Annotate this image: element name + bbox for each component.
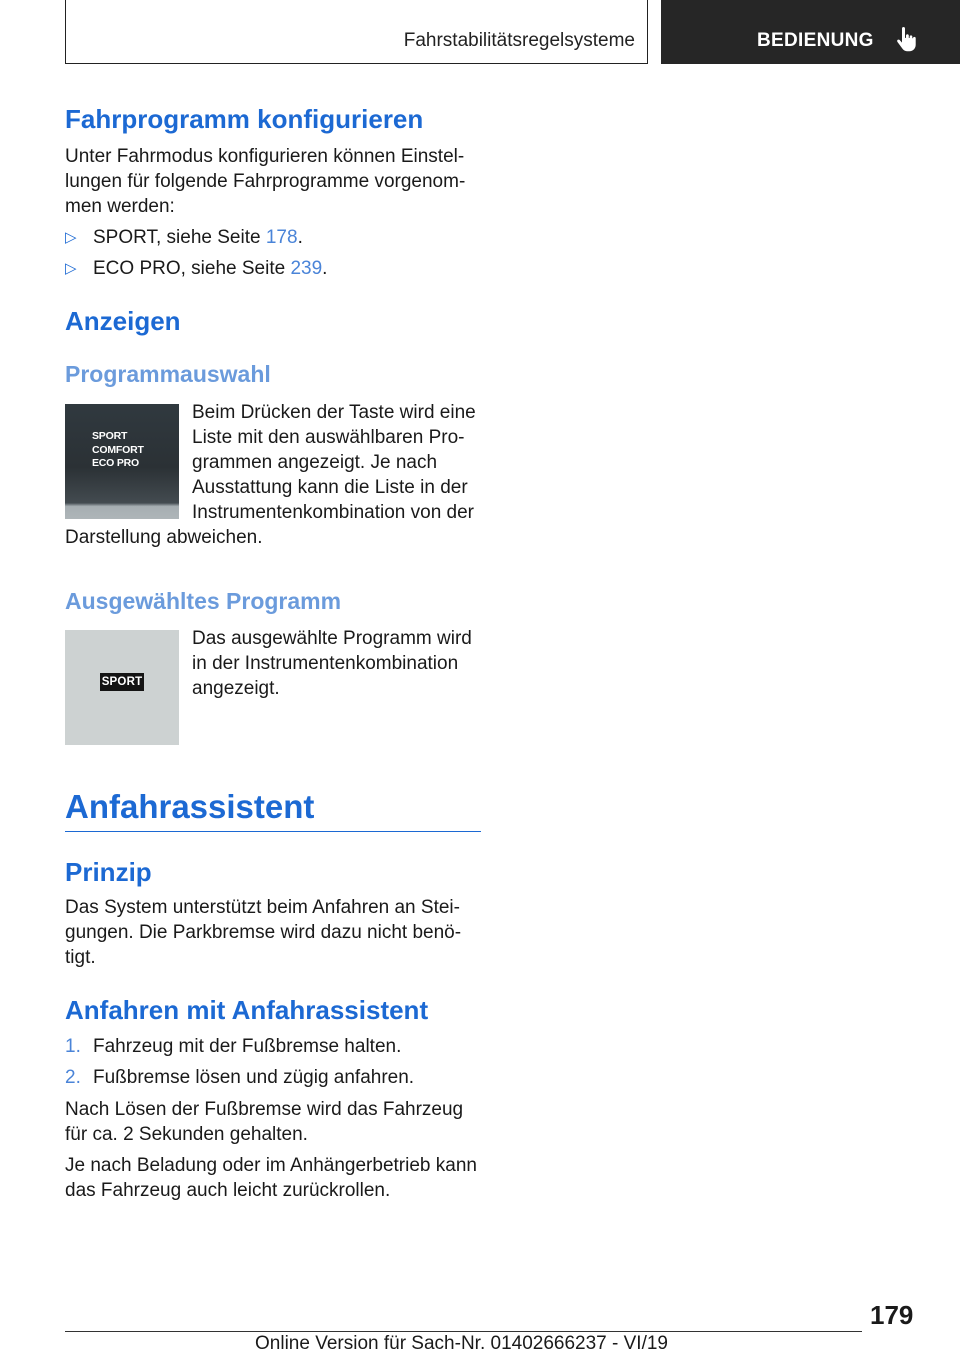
paragraph-line: angezeigt. [192,678,280,699]
header-chapter-title: BEDIENUNG [757,30,874,51]
step-text: Fahrzeug mit der Fußbremse halten. [93,1036,402,1057]
paragraph-line: Darstellung abweichen. [65,527,263,548]
page-link-178[interactable]: 178 [265,227,298,248]
paragraph-line: Das System unterstützt beim Anfahren an Stei‐ [65,897,460,918]
fahrprogramm-intro-line: Unter Fahrmodus konfigurieren können Einstel‐ [65,146,465,167]
prinzip-heading: Prinzip [65,857,152,887]
bullet-triangle-icon: ▷ [65,229,77,246]
fahrprogramm-heading: Fahrprogramm konfigurieren [65,104,424,134]
step-item [65,1034,483,1059]
list-item-sport [65,225,483,250]
paragraph-line: in der Instrumentenkombination [192,653,459,674]
header-section-title: Fahrstabilitätsregelsysteme [403,30,635,51]
heading-underline [65,831,481,832]
footer-rule [65,1331,862,1332]
list-item-end: . [297,227,303,248]
paragraph-line: für ca. 2 Sekunden gehalten. [65,1124,308,1145]
pointing-hand-icon [896,27,920,53]
anfahren-paragraph-2 [65,1153,483,1203]
list-item-text: ECO PRO, siehe Seite [93,258,291,279]
paragraph-line: Liste mit den auswählbaren Pro‐ [192,427,465,448]
step-item [65,1065,483,1090]
paragraph-line: Instrumentenkombination von der [192,502,474,523]
menu-option: ECO PRO [92,457,140,469]
fahrprogramm-intro [65,144,483,219]
menu-option: SPORT [92,430,128,442]
page-number: 179 [870,1300,914,1330]
selected-program-display-image [65,630,179,745]
paragraph-line: Das ausgewählte Programm wird [192,628,472,649]
paragraph-line: gungen. Die Parkbremse wird dazu nicht benö‐ [65,922,462,943]
list-item-text: SPORT, siehe Seite [93,227,266,248]
prinzip-text [65,895,483,970]
program-list-display-image [65,404,179,519]
anfahren-heading: Anfahren mit Anfahrassistent [65,995,429,1025]
paragraph-line: Beim Drücken der Taste wird eine [192,402,476,423]
page-link-239[interactable]: 239 [290,258,323,279]
anfahren-paragraph-1 [65,1097,483,1147]
programmauswahl-text [192,400,488,525]
header-section-box [65,0,648,64]
ausgewaehltes-programm-heading: Ausgewähltes Programm [65,588,342,614]
anfahrassistent-heading: Anfahrassistent [65,788,315,825]
sport-badge: SPORT [100,673,144,691]
list-item-eco-pro [65,256,483,281]
anzeigen-heading: Anzeigen [65,306,181,336]
fahrprogramm-intro-line: lungen für folgende Fahrprogramme vorgenom‐ [65,171,466,192]
step-text: Fußbremse lösen und zügig anfahren. [93,1067,415,1088]
online-version-footer: Online Version für Sach-Nr. 01402666237 - VI/19 [255,1333,668,1354]
ausgewaehlt-text [192,626,488,701]
step-number: 1. [65,1036,81,1057]
fahrprogramm-intro-line: men werden: [65,196,175,217]
step-number: 2. [65,1067,81,1088]
bullet-triangle-icon: ▷ [65,260,77,277]
header-chapter-box [661,0,960,64]
paragraph-line: Nach Lösen der Fußbremse wird das Fahrzeug [65,1099,464,1120]
programmauswahl-heading: Programmauswahl [65,361,271,387]
menu-option: COMFORT [92,443,144,456]
paragraph-line: Je nach Beladung oder im Anhängerbetrieb kann [65,1155,477,1176]
paragraph-line: grammen angezeigt. Je nach [192,452,438,473]
paragraph-line: das Fahrzeug auch leicht zurückrollen. [65,1180,391,1201]
paragraph-line: Ausstattung kann die Liste in der [192,477,468,498]
paragraph-line: tigt. [65,947,96,968]
list-item-end: . [322,258,328,279]
